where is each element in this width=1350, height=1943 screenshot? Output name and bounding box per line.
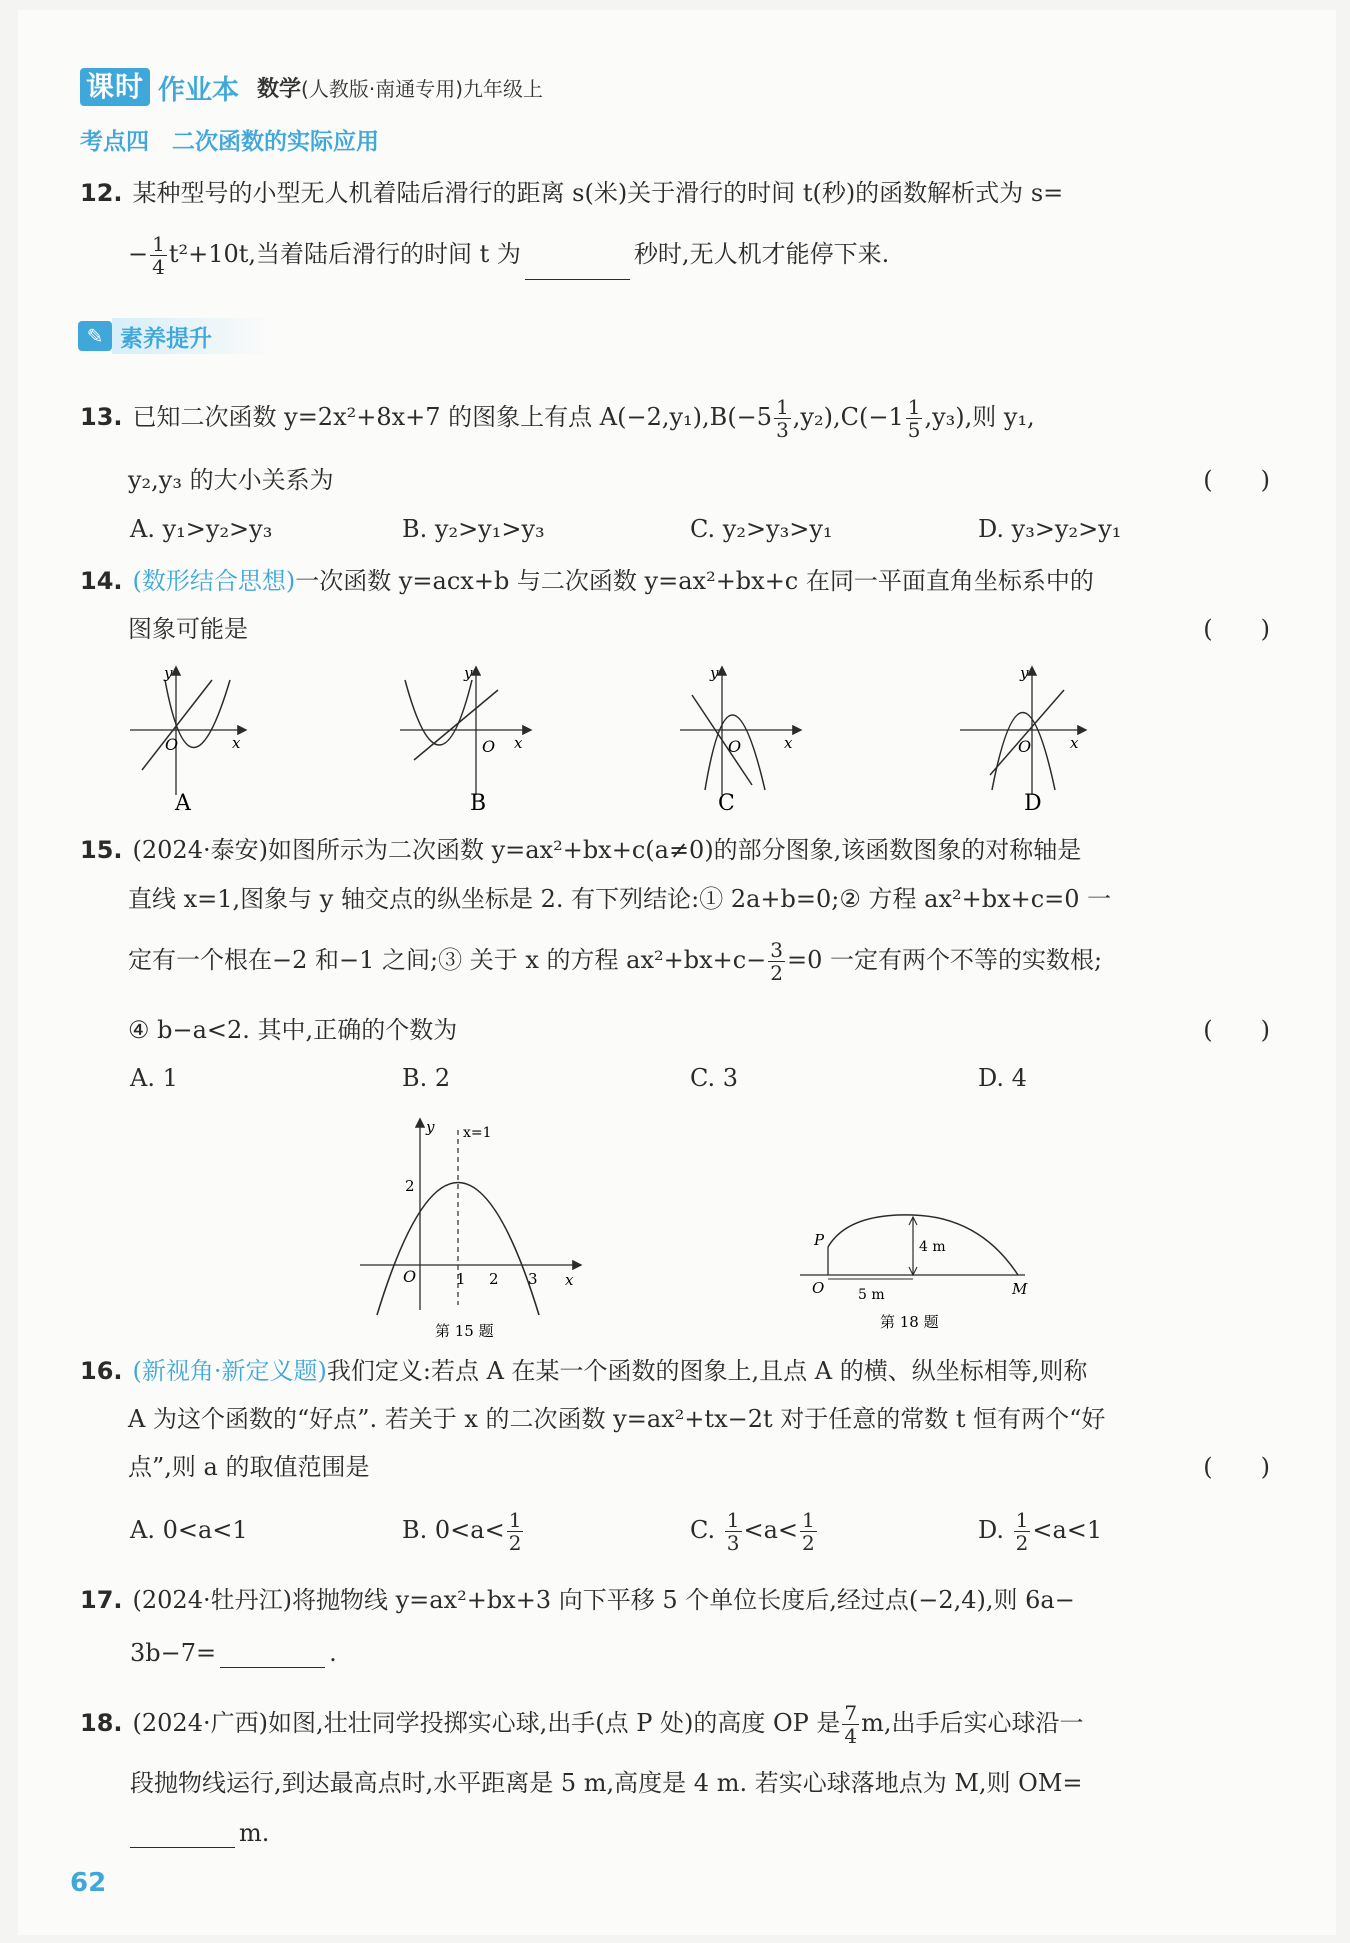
- graph-c-label: C: [718, 791, 735, 816]
- graph-d[interactable]: [960, 664, 1085, 816]
- svg-text:O: O: [728, 737, 742, 756]
- symmetry-axis-label: x=1: [463, 1125, 492, 1141]
- page-number: 62: [70, 1868, 107, 1898]
- graph-b-label: B: [470, 791, 487, 816]
- svg-text:O: O: [403, 1267, 417, 1286]
- answer-blank[interactable]: [130, 1823, 235, 1848]
- svg-text:4 m: 4 m: [919, 1239, 946, 1255]
- svg-text:O: O: [1018, 737, 1032, 756]
- graph-a-label: A: [175, 791, 191, 816]
- svg-text:1: 1: [456, 1270, 466, 1288]
- question-15: 15. (2024·泰安)如图所示为二次函数 y=ax²+bx+c(a≠0)的部分图象,该函数图象的对称轴是: [80, 836, 1082, 864]
- question-13: 13. 已知二次函数 y=2x²+8x+7 的图象上有点 A(−2,y₁),B(−5 $\frac{1}{3}$ ,y₂),C(−1 $\frac{1}{5}$ ,y₃),则 y₁,: [80, 395, 1035, 442]
- option-c[interactable]: C. 3: [690, 1064, 739, 1092]
- svg-text:x: x: [1070, 734, 1079, 752]
- svg-text:O: O: [482, 737, 496, 756]
- svg-text:M: M: [1012, 1280, 1028, 1298]
- book-info: 数学(人教版·南通专用)九年级上: [257, 76, 543, 102]
- question-16-line2: A 为这个函数的“好点”. 若关于 x 的二次函数 y=ax²+tx−2t 对于任意的常数 t 恒有两个“好: [128, 1405, 1106, 1433]
- graph-a[interactable]: [130, 664, 245, 816]
- question-14-line2: 图象可能是 ( ): [128, 615, 1270, 643]
- svg-text:2: 2: [405, 1177, 415, 1195]
- svg-text:3: 3: [528, 1270, 538, 1288]
- svg-text:y: y: [464, 664, 473, 682]
- graph-c[interactable]: [680, 664, 800, 816]
- option-b[interactable]: B. y₂>y₁>y₃: [402, 515, 545, 543]
- option-b[interactable]: B. 0<a< $\frac{1}{2}$: [402, 1508, 522, 1555]
- svg-text:x: x: [565, 1271, 574, 1289]
- question-12: 12. 某种型号的小型无人机着陆后滑行的距离 s(米)关于滑行的时间 t(秒)的函数解析式为 s=: [80, 179, 1064, 207]
- option-d[interactable]: D. y₃>y₂>y₁: [978, 515, 1122, 543]
- svg-text:x: x: [784, 734, 793, 752]
- svg-text:y: y: [426, 1118, 435, 1136]
- svg-text:2: 2: [489, 1270, 499, 1288]
- svg-text:x: x: [232, 734, 241, 752]
- option-a[interactable]: A. 1: [130, 1064, 178, 1092]
- svg-text:P: P: [814, 1231, 825, 1249]
- option-d[interactable]: D. 4: [978, 1064, 1027, 1092]
- svg-text:x: x: [514, 734, 523, 752]
- question-13-line2: y₂,y₃ 的大小关系为 ( ): [128, 466, 1270, 494]
- option-b[interactable]: B. 2: [402, 1064, 451, 1092]
- question-17-line2: 3b−7= .: [130, 1639, 337, 1667]
- svg-text:y: y: [164, 664, 173, 682]
- option-a[interactable]: A. y₁>y₂>y₃: [130, 515, 273, 543]
- figure-15-caption: 第 15 题: [435, 1322, 494, 1340]
- graph-b[interactable]: [400, 664, 530, 816]
- figure-18: [790, 1205, 1040, 1340]
- option-c[interactable]: C. $\frac{1}{3}$ <a< $\frac{1}{2}$: [690, 1508, 815, 1555]
- section-title: 考点四 二次函数的实际应用: [80, 129, 379, 155]
- logo: 课时: [80, 68, 150, 106]
- svg-text:5 m: 5 m: [858, 1287, 885, 1303]
- figure-15: [355, 1110, 595, 1340]
- option-a[interactable]: A. 0<a<1: [130, 1516, 248, 1544]
- question-15-line2: 直线 x=1,图象与 y 轴交点的纵坐标是 2. 有下列结论:① 2a+b=0;② 方程 ax²+bx+c=0 一: [128, 885, 1112, 913]
- question-15-line4: ④ b−a<2. 其中,正确的个数为 ( ): [128, 1016, 1270, 1044]
- option-c[interactable]: C. y₂>y₃>y₁: [690, 515, 833, 543]
- svg-text:y: y: [1020, 664, 1029, 682]
- question-12-line2: − $\frac{1}{4}$ t²+10t,当着陆后滑行的时间 t 为 秒时,无人机才能停下来.: [128, 232, 890, 279]
- option-d[interactable]: D. $\frac{1}{2}$ <a<1: [978, 1508, 1103, 1555]
- question-16-line3: 点”,则 a 的取值范围是 ( ): [128, 1453, 1270, 1481]
- question-18-line3: m.: [130, 1818, 1270, 1848]
- answer-blank[interactable]: [220, 1643, 325, 1668]
- question-16-options: [130, 1500, 1270, 1560]
- question-16: 16. (新视角·新定义题)我们定义:若点 A 在某一个函数的图象上,且点 A 的横、纵坐标相等,则称: [80, 1357, 1088, 1385]
- question-18-line2: 段抛物线运行,到达最高点时,水平距离是 5 m,高度是 4 m. 若实心球落地点为 M,则 OM=: [130, 1769, 1083, 1797]
- answer-blank[interactable]: [525, 255, 630, 280]
- graph-d-label: D: [1024, 791, 1042, 816]
- question-17: 17. (2024·牡丹江)将抛物线 y=ax²+bx+3 向下平移 5 个单位长度后,经过点(−2,4),则 6a−: [80, 1586, 1075, 1614]
- book-header: [80, 68, 543, 106]
- pencil-icon: ✎: [78, 321, 112, 351]
- svg-text:O: O: [812, 1279, 825, 1297]
- figure-18-caption: 第 18 题: [880, 1313, 939, 1331]
- question-18: 18. (2024·广西)如图,壮壮同学投掷实心球,出手(点 P 处)的高度 OP 是 $\frac{7}{4}$ m,出手后实心球沿一: [80, 1701, 1084, 1748]
- svg-text:y: y: [710, 664, 719, 682]
- section-badge: ✎ 素养提升: [78, 318, 272, 354]
- question-14: 14. (数形结合思想)一次函数 y=acx+b 与二次函数 y=ax²+bx+c 在同一平面直角坐标系中的: [80, 567, 1094, 595]
- question-15-line3: 定有一个根在−2 和−1 之间;③ 关于 x 的方程 ax²+bx+c− $\frac{3}{2}$ =0 一定有两个不等的实数根;: [128, 938, 1103, 985]
- svg-text:O: O: [165, 735, 179, 754]
- logo-subtitle: 作业本: [158, 74, 240, 106]
- question-14-graphs: [120, 660, 1230, 820]
